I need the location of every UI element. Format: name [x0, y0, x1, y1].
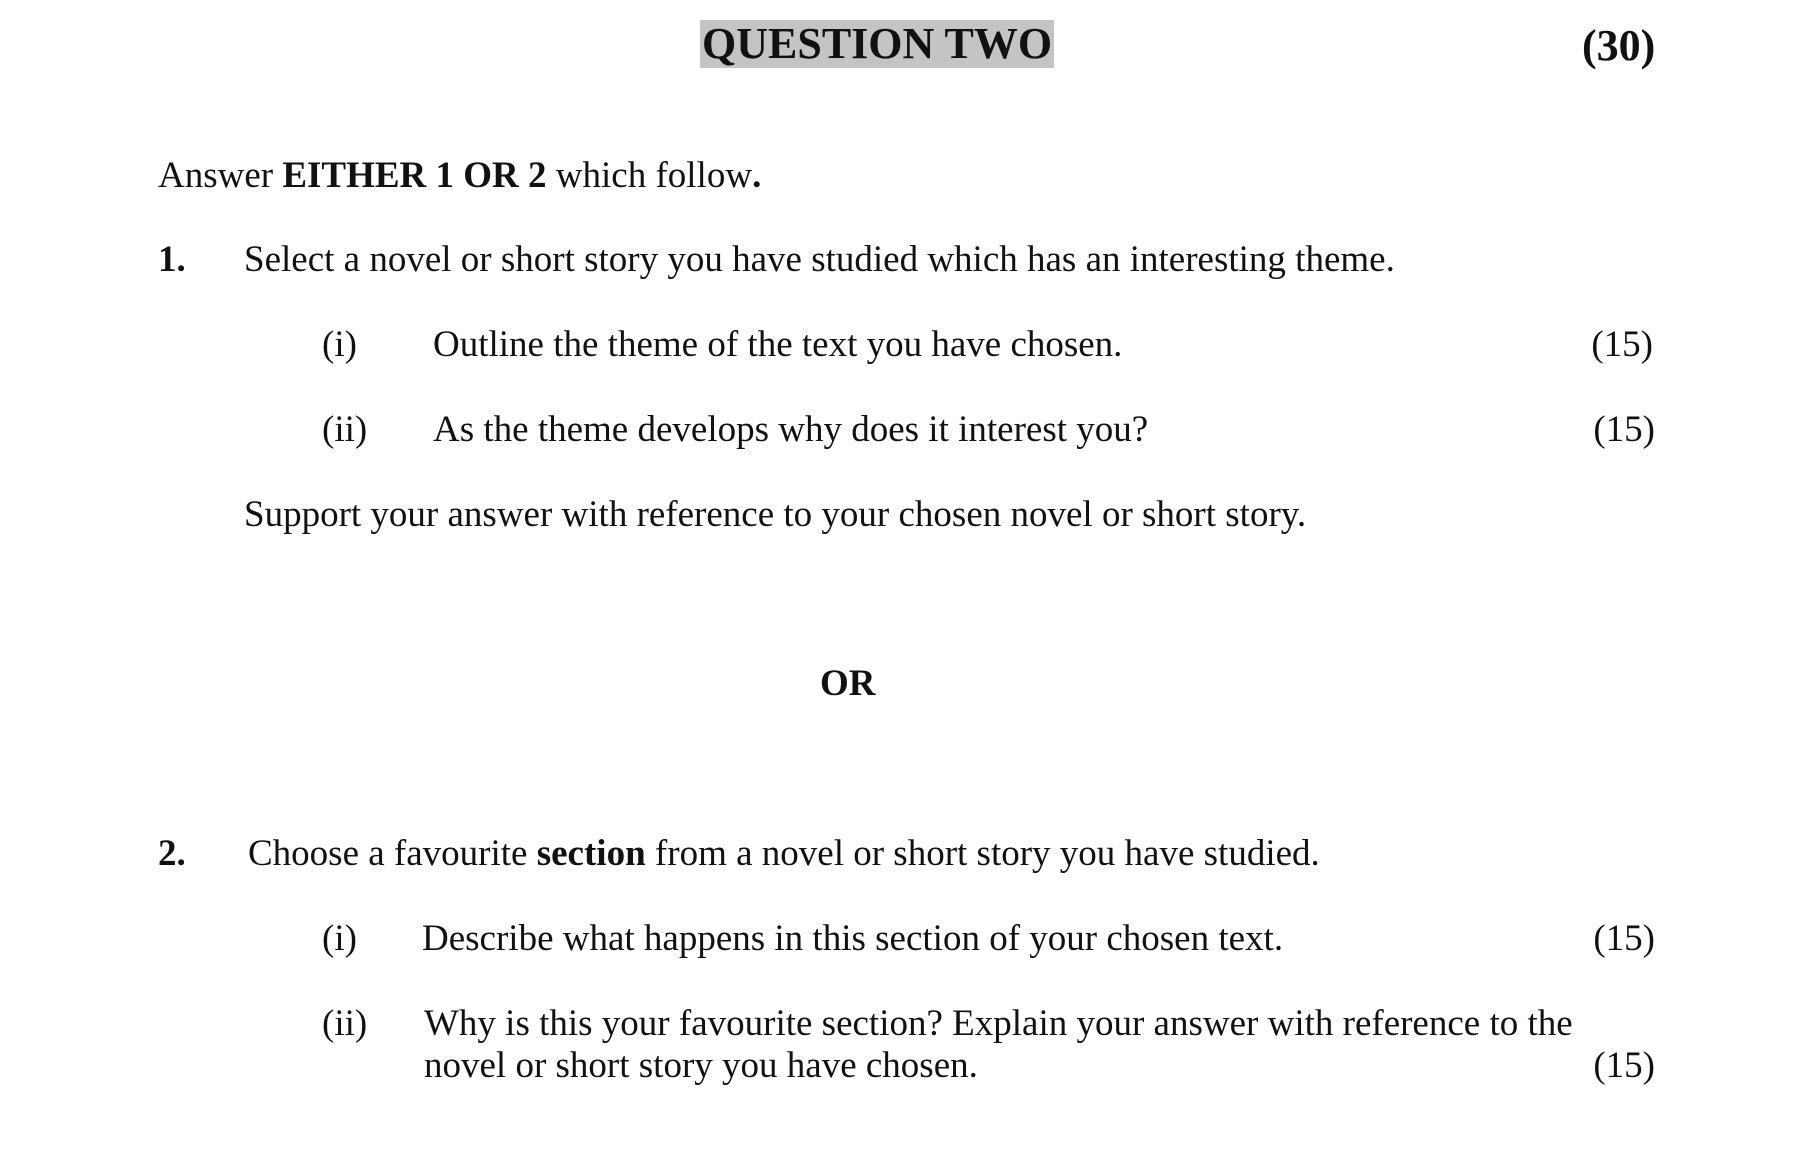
question-1-part-ii-marks: (15) [1593, 409, 1655, 450]
question-1-part-i-label: (i) [322, 324, 357, 365]
question-2-part-ii-marks: (15) [1593, 1045, 1655, 1086]
question-2-stem [248, 832, 1320, 876]
question-1-stem: Select a novel or short story you have studied which has an interesting theme. [244, 239, 1395, 280]
instruction-prefix: Answer [158, 155, 283, 196]
question-2-part-i-label: (i) [322, 918, 357, 959]
question-2-stem-after: from a novel or short story you have studied. [645, 833, 1320, 874]
question-2-part-ii-text-line-1: Why is this your favourite section? Explain your answer with reference to the [424, 1003, 1573, 1044]
instruction-line [158, 154, 761, 198]
question-1-part-ii-text: As the theme develops why does it interest you? [433, 409, 1149, 450]
instruction-period: . [752, 155, 762, 196]
question-1-number: 1. [158, 239, 186, 280]
question-2-part-i-marks: (15) [1593, 918, 1655, 959]
total-marks: (30) [1582, 21, 1656, 70]
question-heading: QUESTION TWO [702, 19, 1053, 68]
question-1-support-note: Support your answer with reference to your chosen novel or short story. [244, 494, 1307, 535]
question-2-number: 2. [158, 833, 186, 874]
or-divider: OR [820, 663, 876, 704]
question-2-stem-before: Choose a favourite [248, 833, 537, 874]
question-2-stem-emphasis: section [536, 833, 646, 874]
instruction-emphasis: EITHER 1 OR 2 [282, 155, 547, 196]
instruction-suffix: which follow [546, 155, 753, 196]
question-1-part-ii-label: (ii) [322, 409, 368, 450]
question-1-part-i-text: Outline the theme of the text you have chosen. [433, 324, 1123, 365]
question-2-part-i-text: Describe what happens in this section of your chosen text. [422, 918, 1284, 959]
question-2-part-ii-label: (ii) [322, 1003, 368, 1044]
question-2-part-ii-text-line-2: novel or short story you have chosen. [424, 1045, 978, 1086]
question-1-part-i-marks: (15) [1591, 324, 1653, 365]
